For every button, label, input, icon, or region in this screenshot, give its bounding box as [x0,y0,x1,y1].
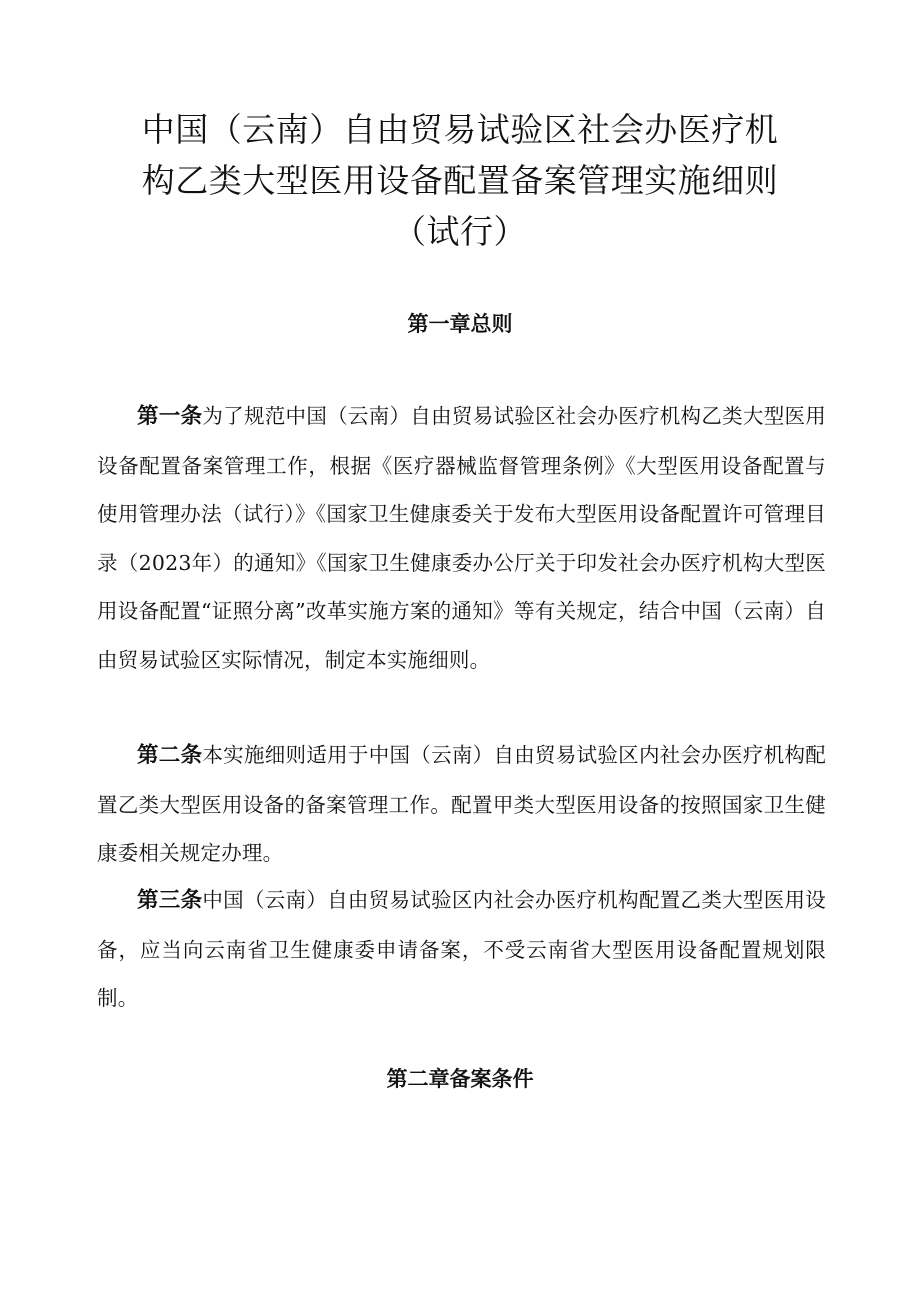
article-1 [97,392,826,685]
title-line-1: 中国（云南）自由贸易试验区社会办医疗机 [141,110,779,149]
article-1-text: 为了规范中国（云南）自由贸易试验区社会办医疗机构乙类大型医用设备配置备案管理工作，根据《医疗器械监督管理条例》《大型医用设备配置与使用管理办法（试行）》《国家卫生健康委关于发布大型医用设备配置许可管理目录（2023年）的通知》《国家卫生健康委办公厅关于印发社会办医疗机构大型医用设备配置“证照分离”改革实施方案的通知》等有关规定，结合中国（云南）自由贸易试验区实际情况，制定本实施细则。 [97,404,826,672]
article-3-text: 中国（云南）自由贸易试验区内社会办医疗机构配置乙类大型医用设备，应当向云南省卫生健康委申请备案，不受云南省大型医用设备配置规划限制。 [97,888,826,1011]
document-title [100,104,820,257]
title-line-2: 构乙类大型医用设备配置备案管理实施细则 [141,161,779,200]
article-2-number: 第二条 [137,743,203,768]
chapter-2-heading: 第二章备案条件 [386,1067,534,1091]
article-3 [97,876,826,1023]
article-2-text: 本实施细则适用于中国（云南）自由贸易试验区内社会办医疗机构配置乙类大型医用设备的备案管理工作。配置甲类大型医用设备的按照国家卫生健康委相关规定办理。 [97,743,826,866]
article-2 [97,731,826,878]
article-3-number: 第三条 [137,888,203,913]
chapter-1-heading: 第一章总则 [407,312,513,336]
title-line-3: （试行） [393,212,527,251]
article-1-number: 第一条 [137,404,203,429]
